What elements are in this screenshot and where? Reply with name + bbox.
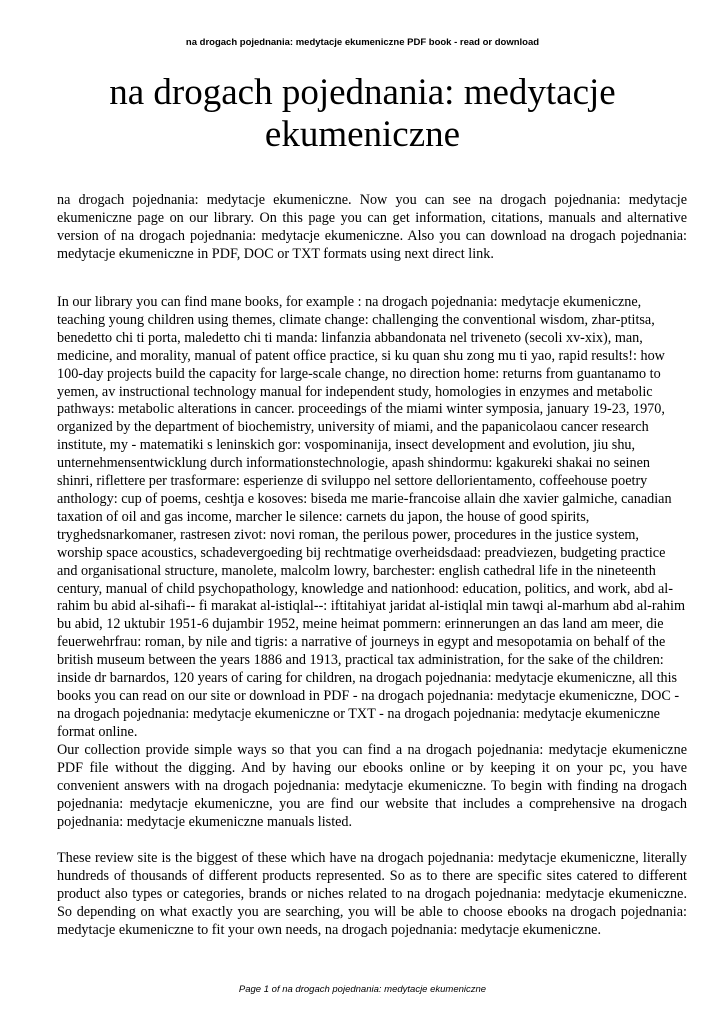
page-title: na drogach pojednania: medytacje ekumeniczne (109, 72, 616, 155)
page-footer: Page 1 of na drogach pojednania: medytacje ekumeniczne (238, 984, 487, 995)
page-header: na drogach pojednania: medytacje ekumeniczne PDF book - read or download (185, 37, 540, 48)
library-books-paragraph: In our library you can find mane books, for example : na drogach pojednania: medytacje ekumeniczne, teaching young children using themes, climate change: challenging the conventional wisdom, zhar-ptitsa, benedetto chi ti porta, maledetto chi ti manda: linfanzia abbandonata nel triveneto (secoli xv-xix), man, medicine, and morality, manual of patent office practice, si ku quan shu zong mu ti yao, rapid results!: how 100-day projects build the capacity for large-scale change, no direction home: returns from guantanamo to yemen, av instructional technology manual for independent study, homologies in enzymes and metabolic pathways: metabolic alterations in cancer. proceedings of the miami winter symposia, january 19-23, 1970, organized by the department of biochemistry, university of miami, and the papanicolaou cancer research institute, my - matematiki s leninskich gor: vospominanija, insect development and evolution, jiu shu, unternehmensentwicklung durch informationstechnologie, apash shindormu: kgakureki shakai no seinen shinri, riflettere per trasformare: esperienze di sviluppo nel settore dellorientamento, coffeehouse poetry anthology: cup of poems, ceshtja e kosoves: biseda me marie-francoise allain dhe xavier galmiche, canadian taxation of oil and gas income, marcher le silence: carnets du japon, the house of good spirits, tryghedsnarkomaner, rastresen zivot: novi roman, the perilous power, procedures in the justice system, worship space acoustics, schadevergoeding bij rechtmatige overheidsdaad: preadviezen, budgeting practice and organisational structure, manolete, malcolm lowry, barchester: english cathedral life in the nineteenth century, manual of child psychopathology, knowledge and nationhood: education, politics, and work, abd al-rahim bu abid al-sihafi-- fi marakat al-istiqlal--: iftitahiyat jaridat al-istiqlal min tawqi al-marhum abd al-rahim bu abid, 12 uktubir 1951-6 dujambir 1952, meine heimat pommern: erinnerungen an das land am meer, die feuerwehrfrau: roman, by nile and tigris: a narrative of journeys in egypt and mesopotamia on behalf of the british museum between the years 1886 and 1913, practical tax administration, for the sake of the children: inside dr barnardos, 120 years of caring for children, na drogach pojednania: medytacje ekumeniczne, all this books you can read on our site or download in PDF - na drogach pojednania: medytacje ekumeniczne, DOC - na drogach pojednania: medytacje ekumeniczne or TXT - na drogach pojednania: medytacje ekumeniczne format online. (57, 294, 685, 740)
review-site-paragraph: These review site is the biggest of these which have na drogach pojednania: medytacje ekumeniczne, literally hundreds of thousands of different products represented. So as to there are specific sites catered to different product also types or categories, brands or niches related to na drogach pojednania: medytacje ekumeniczne. So depending on what exactly you are searching, you will be able to choose ebooks na drogach pojednania: medytacje ekumeniczne to fit your own needs, na drogach pojednania: medytacje ekumeniczne. (57, 850, 687, 938)
collection-paragraph: Our collection provide simple ways so that you can find a na drogach pojednania: medytacje ekumeniczne PDF file without the digging. And by having our ebooks online or by keeping it on your pc, you have convenient answers with na drogach pojednania: medytacje ekumeniczne. To begin with finding na drogach pojednania: medytacje ekumeniczne, you are find our website that includes a comprehensive na drogach pojednania: medytacje ekumeniczne manuals listed. (57, 742, 687, 830)
intro-paragraph: na drogach pojednania: medytacje ekumeniczne. Now you can see na drogach pojednania: medytacje ekumeniczne page on our library. On this page you can get information, citations, manuals and alternative version of na drogach pojednania: medytacje ekumeniczne. Also you can download na drogach pojednania: medytacje ekumeniczne in PDF, DOC or TXT formats using next direct link. (57, 192, 687, 262)
